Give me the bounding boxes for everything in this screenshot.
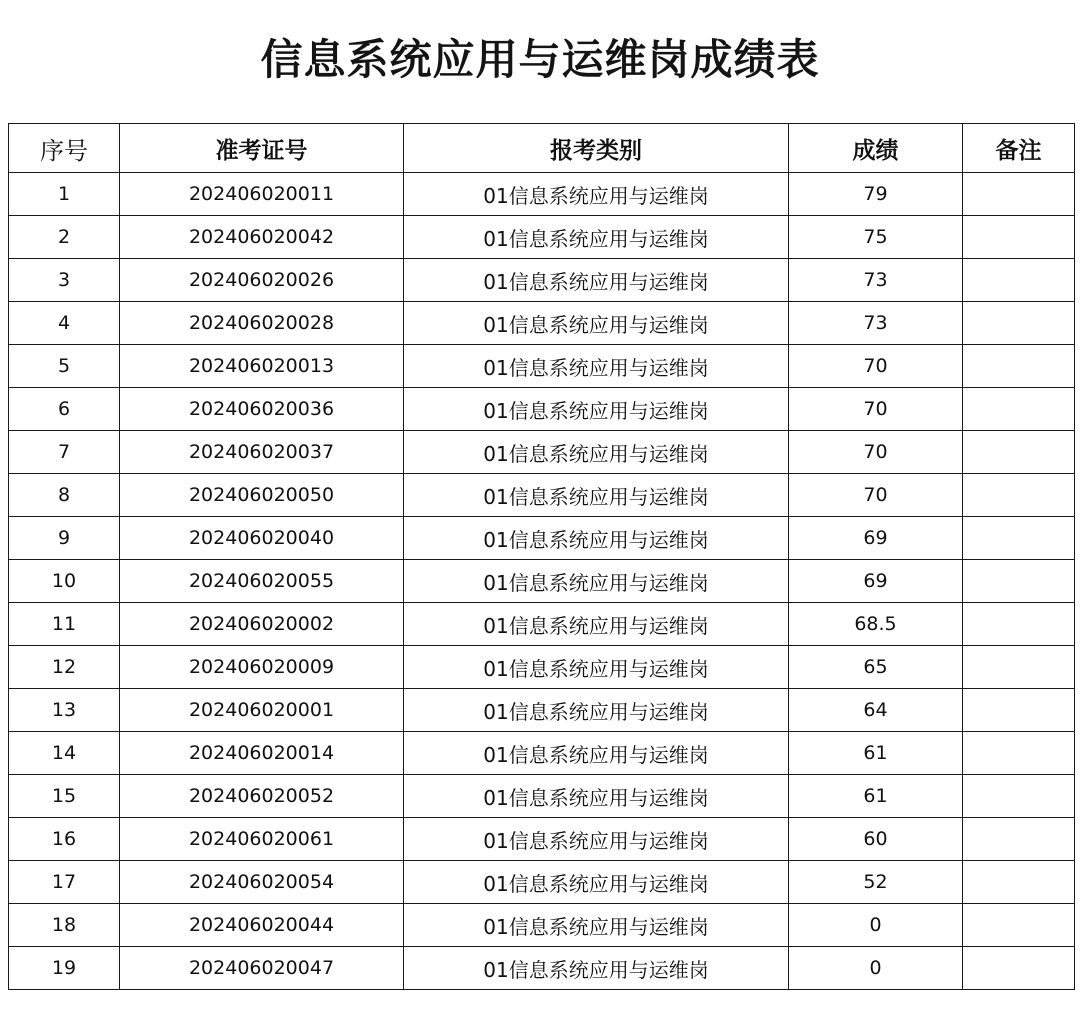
cell-score: 69 xyxy=(789,560,963,603)
cell-score: 70 xyxy=(789,474,963,517)
cell-index: 4 xyxy=(9,302,120,345)
cell-category: 01信息系统应用与运维岗 xyxy=(404,689,789,732)
table-row xyxy=(9,345,1075,388)
cell-category: 01信息系统应用与运维岗 xyxy=(404,345,789,388)
table-row xyxy=(9,818,1075,861)
cell-remark xyxy=(963,861,1075,904)
table-row xyxy=(9,474,1075,517)
cell-remark xyxy=(963,646,1075,689)
cell-index: 3 xyxy=(9,259,120,302)
cell-remark xyxy=(963,517,1075,560)
cell-category: 01信息系统应用与运维岗 xyxy=(404,560,789,603)
cell-remark xyxy=(963,302,1075,345)
cell-remark xyxy=(963,603,1075,646)
cell-ticket-no: 202406020013 xyxy=(120,345,404,388)
cell-score: 61 xyxy=(789,732,963,775)
cell-index: 6 xyxy=(9,388,120,431)
cell-score: 65 xyxy=(789,646,963,689)
cell-remark xyxy=(963,474,1075,517)
cell-index: 9 xyxy=(9,517,120,560)
table-row xyxy=(9,560,1075,603)
table-row xyxy=(9,173,1075,216)
cell-ticket-no: 202406020009 xyxy=(120,646,404,689)
cell-score: 73 xyxy=(789,259,963,302)
cell-index: 14 xyxy=(9,732,120,775)
cell-category: 01信息系统应用与运维岗 xyxy=(404,732,789,775)
cell-category: 01信息系统应用与运维岗 xyxy=(404,388,789,431)
header-score: 成绩 xyxy=(789,124,963,173)
cell-score: 60 xyxy=(789,818,963,861)
cell-remark xyxy=(963,818,1075,861)
cell-score: 70 xyxy=(789,345,963,388)
cell-remark xyxy=(963,388,1075,431)
cell-index: 13 xyxy=(9,689,120,732)
cell-index: 17 xyxy=(9,861,120,904)
header-index: 序号 xyxy=(9,124,120,173)
cell-index: 15 xyxy=(9,775,120,818)
cell-ticket-no: 202406020050 xyxy=(120,474,404,517)
cell-ticket-no: 202406020011 xyxy=(120,173,404,216)
cell-ticket-no: 202406020061 xyxy=(120,818,404,861)
cell-score: 75 xyxy=(789,216,963,259)
cell-ticket-no: 202406020001 xyxy=(120,689,404,732)
cell-index: 10 xyxy=(9,560,120,603)
cell-category: 01信息系统应用与运维岗 xyxy=(404,259,789,302)
cell-index: 11 xyxy=(9,603,120,646)
cell-score: 68.5 xyxy=(789,603,963,646)
cell-remark xyxy=(963,732,1075,775)
cell-category: 01信息系统应用与运维岗 xyxy=(404,474,789,517)
cell-score: 70 xyxy=(789,388,963,431)
cell-remark xyxy=(963,947,1075,990)
cell-index: 12 xyxy=(9,646,120,689)
table-row xyxy=(9,904,1075,947)
table-row xyxy=(9,689,1075,732)
table-row xyxy=(9,388,1075,431)
cell-score: 0 xyxy=(789,947,963,990)
cell-category: 01信息系统应用与运维岗 xyxy=(404,431,789,474)
cell-remark xyxy=(963,431,1075,474)
table-body xyxy=(9,173,1075,990)
cell-index: 16 xyxy=(9,818,120,861)
table-row xyxy=(9,775,1075,818)
cell-index: 7 xyxy=(9,431,120,474)
cell-ticket-no: 202406020055 xyxy=(120,560,404,603)
cell-ticket-no: 202406020047 xyxy=(120,947,404,990)
cell-ticket-no: 202406020036 xyxy=(120,388,404,431)
table-row xyxy=(9,603,1075,646)
cell-category: 01信息系统应用与运维岗 xyxy=(404,173,789,216)
cell-ticket-no: 202406020037 xyxy=(120,431,404,474)
cell-score: 73 xyxy=(789,302,963,345)
cell-ticket-no: 202406020042 xyxy=(120,216,404,259)
cell-score: 79 xyxy=(789,173,963,216)
table-row xyxy=(9,646,1075,689)
score-table xyxy=(8,123,1075,990)
cell-category: 01信息系统应用与运维岗 xyxy=(404,646,789,689)
cell-score: 0 xyxy=(789,904,963,947)
cell-category: 01信息系统应用与运维岗 xyxy=(404,302,789,345)
cell-remark xyxy=(963,259,1075,302)
cell-score: 64 xyxy=(789,689,963,732)
cell-index: 8 xyxy=(9,474,120,517)
table-header-row xyxy=(9,124,1075,173)
cell-ticket-no: 202406020044 xyxy=(120,904,404,947)
cell-ticket-no: 202406020054 xyxy=(120,861,404,904)
cell-index: 5 xyxy=(9,345,120,388)
table-row xyxy=(9,947,1075,990)
cell-category: 01信息系统应用与运维岗 xyxy=(404,216,789,259)
cell-score: 70 xyxy=(789,431,963,474)
cell-category: 01信息系统应用与运维岗 xyxy=(404,818,789,861)
cell-ticket-no: 202406020028 xyxy=(120,302,404,345)
cell-remark xyxy=(963,904,1075,947)
table-row xyxy=(9,732,1075,775)
cell-remark xyxy=(963,775,1075,818)
cell-index: 2 xyxy=(9,216,120,259)
cell-category: 01信息系统应用与运维岗 xyxy=(404,603,789,646)
header-category: 报考类别 xyxy=(404,124,789,173)
table-row xyxy=(9,302,1075,345)
cell-index: 19 xyxy=(9,947,120,990)
cell-ticket-no: 202406020052 xyxy=(120,775,404,818)
table-row xyxy=(9,259,1075,302)
cell-remark xyxy=(963,216,1075,259)
cell-score: 61 xyxy=(789,775,963,818)
table-row xyxy=(9,861,1075,904)
cell-score: 69 xyxy=(789,517,963,560)
table-row xyxy=(9,431,1075,474)
table-row xyxy=(9,517,1075,560)
header-ticket-no: 准考证号 xyxy=(120,124,404,173)
cell-category: 01信息系统应用与运维岗 xyxy=(404,517,789,560)
cell-ticket-no: 202406020040 xyxy=(120,517,404,560)
page-title: 信息系统应用与运维岗成绩表 xyxy=(260,35,820,84)
cell-remark xyxy=(963,345,1075,388)
cell-category: 01信息系统应用与运维岗 xyxy=(404,947,789,990)
cell-ticket-no: 202406020002 xyxy=(120,603,404,646)
cell-index: 1 xyxy=(9,173,120,216)
cell-score: 52 xyxy=(789,861,963,904)
header-remark: 备注 xyxy=(963,124,1075,173)
table-row xyxy=(9,216,1075,259)
cell-ticket-no: 202406020026 xyxy=(120,259,404,302)
cell-remark xyxy=(963,173,1075,216)
cell-remark xyxy=(963,560,1075,603)
cell-ticket-no: 202406020014 xyxy=(120,732,404,775)
cell-remark xyxy=(963,689,1075,732)
cell-category: 01信息系统应用与运维岗 xyxy=(404,775,789,818)
cell-category: 01信息系统应用与运维岗 xyxy=(404,861,789,904)
cell-index: 18 xyxy=(9,904,120,947)
cell-category: 01信息系统应用与运维岗 xyxy=(404,904,789,947)
